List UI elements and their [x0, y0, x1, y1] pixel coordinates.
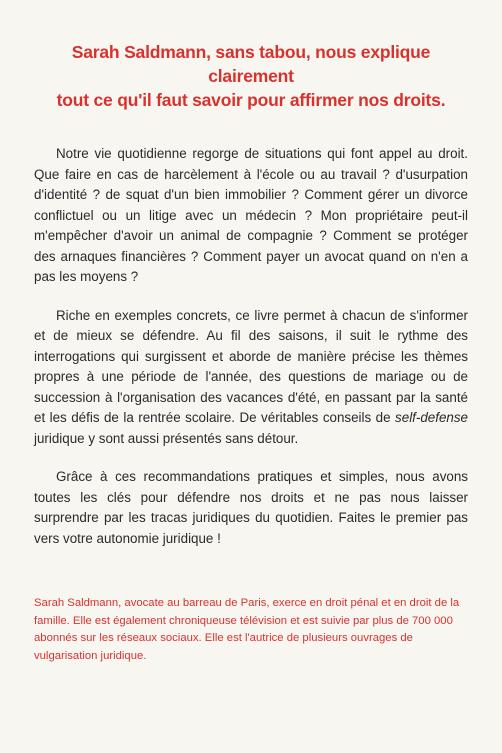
headline: [34, 40, 468, 112]
paragraph-2: [34, 306, 468, 450]
paragraph-3: Grâce à ces recommandations pratiques et simples, nous avons toutes les clés pour défendre nos droits et ne pas nous laisser surprendre par les tracas juridiques du quotidien. Faites le premier pas vers votre autonomie juridique !: [34, 469, 468, 546]
headline-line-1: Sarah Saldmann, sans tabou, nous explique clairement: [71, 42, 431, 86]
author-bio: Sarah Saldmann, avocate au barreau de Paris, exerce en droit pénal et en droit de la famille. Elle est également chroniqueuse télévision et est suivie par plus de 700 000 abonnés sur les réseaux sociaux. Elle est l'autrice de plusieurs ouvrages de vulgarisation juridique.: [34, 597, 460, 662]
paragraph-2-part-2: juridique y sont aussi présentés sans détour.: [34, 430, 299, 446]
paragraph-2-emphasis: self-defense: [395, 410, 468, 425]
paragraph-2-part-1: Riche en exemples concrets, ce livre permet à chacun de s'informer et de mieux se défendre. Au fil des saisons, il suit le rythme des interrogations qui surgissent et aborde de manière précise les thèmes propres à une période de l'année, des questions de mariage ou de succession à l'organisation des vacances d'été, en passant par la santé et les défis de la rentrée scolaire. De véritables conseils de: [34, 307, 468, 425]
description: [34, 144, 468, 549]
headline-line-2: tout ce qu'il faut savoir pour affirmer nos droits.: [56, 90, 446, 110]
paragraph-1: Notre vie quotidienne regorge de situations qui font appel au droit. Que faire en cas de harcèlement à l'école ou au travail ? d'usurpation d'identité ? de squat d'un bien immobilier ? Comment gérer un divorce conflictuel ou un litige avec un médecin ? Mon propriétaire peut-il m'empêcher d'avoir un animal de compagnie ? Comment se protéger des arnaques financières ? Comment payer un avocat quand on n'en a pas les moyens ?: [34, 146, 468, 284]
